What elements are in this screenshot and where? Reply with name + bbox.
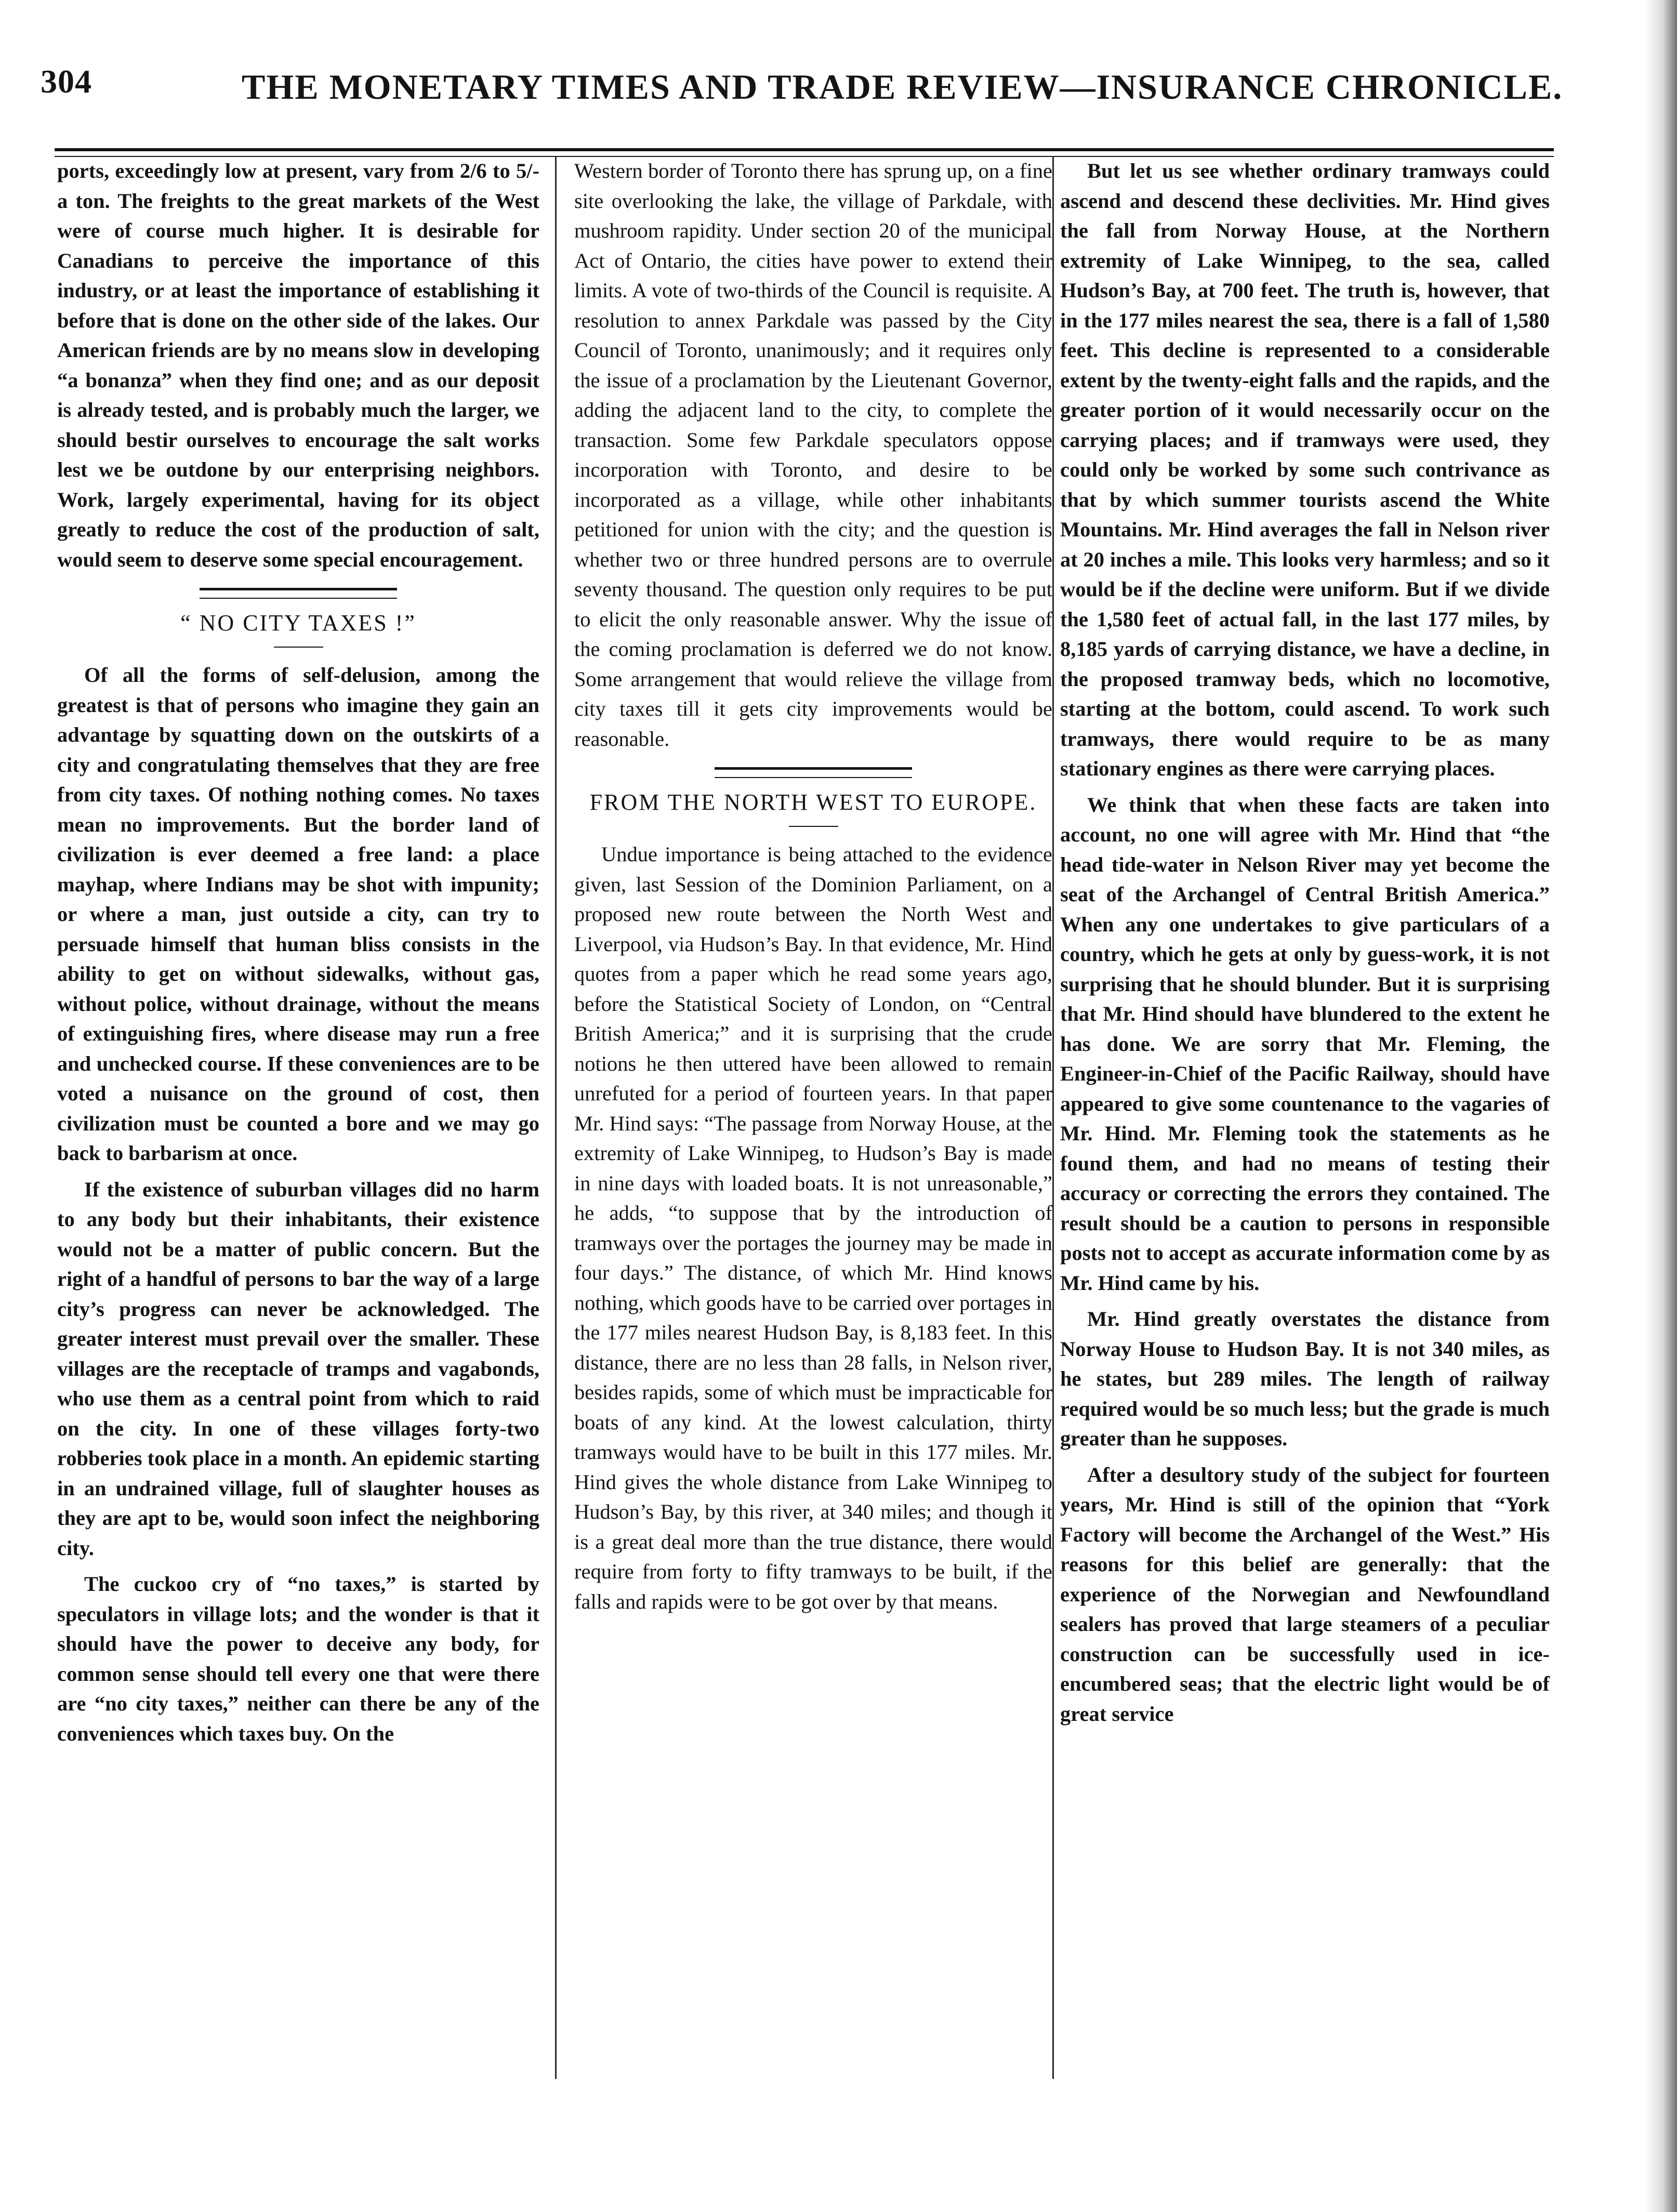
title-rule bbox=[789, 826, 838, 827]
salt-article-continuation: ports, exceedingly low at present, vary from 2/6 to 5/- a ton. The freights to the great markets of the West were of course much higher. It is desirable for Canadians to perceive the importance of this industry, or at least the importance of establishing it before that is done on the other side of the lakes. Our American friends are by no means slow in developing “a bonanza” when they find one; and as our deposit is already tested, and is probably much the larger, we should bestir ourselves to encourage the salt works lest we be outdone by our enterprising neighbors. Work, largely experimental, having for its object greatly to reduce the cost of the production of salt, would seem to deserve some special encouragement. bbox=[57, 159, 539, 571]
column-3 bbox=[1060, 156, 1550, 1729]
page-number: 304 bbox=[41, 63, 92, 100]
paragraph: If the existence of suburban villages did no harm to any body but their inhabitants, their existence would not be a matter of public concern. But the right of a handful of persons to bar the way of a large city’s progress can never be acknowledged. The greater interest must prevail over the smaller. These villages are the receptacle of tramps and vagabonds, who use them as a central point from which to raid on the city. In one of these villages forty-two robberies took place in a month. An epidemic starting in an undrained village, full of slaughter houses as they are apt to be, would soon infect the neighboring city. bbox=[57, 1177, 539, 1560]
paragraph: The cuckoo cry of “no taxes,” is started by speculators in village lots; and the wonder is that it should have the power to deceive any body, for common sense should tell every one that were there are “no city taxes,” neither can there be any of the conveniences which taxes buy. On the bbox=[57, 1572, 539, 1745]
paragraph: Of all the forms of self-delusion, among the greatest is that of persons who imagine they gain an advantage by squatting down on the outskirts of a city and congratulating themselves that they are free from city taxes. Of nothing nothing comes. No taxes mean no improvements. But the border land of civilization is ever deemed a free land: a place mayhap, where Indians may be shot with impunity; or where a man, just outside a city, can try to persuade himself that human bliss consists in the ability to get on without sidewalks, without gas, without police, without drainage, without the means of extinguishing fires, where disease may run a free and unchecked course. If these conveniences are to be voted a nuisance on the ground of cost, then civilization must be counted a bore and we may go back to barbarism at once. bbox=[57, 663, 539, 1165]
column-rule-1 bbox=[555, 156, 557, 2079]
article-divider bbox=[715, 767, 912, 778]
no-city-taxes-title: “ NO CITY TAXES !” bbox=[180, 610, 416, 636]
column-rule-2 bbox=[1052, 156, 1054, 2079]
paragraph: Mr. Hind greatly overstates the distance from Norway House to Hudson Bay. It is not 340 miles, as he states, but 289 miles. The length of railway required would be so much less; but the grade is much greater than he supposes. bbox=[1060, 1307, 1550, 1450]
title-rule bbox=[274, 647, 323, 648]
running-head: THE MONETARY TIMES AND TRADE REVIEW—INSURANCE CHRONICLE. bbox=[242, 67, 1563, 107]
page-edge-shadow bbox=[1646, 0, 1677, 2212]
column-2 bbox=[574, 156, 1052, 1616]
paragraph: But let us see whether ordinary tramways could ascend and descend these declivities. Mr. Hind gives the fall from Norway House, at the Northern extremity of Lake Winnipeg, to the sea, called Hudson’s Bay, at 700 feet. The truth is, however, that in the 177 miles nearest the sea, there is a fall of 1,580 feet. This decline is represented to a considerable extent by the twenty-eight falls and the rapids, and the greater portion of it would necessarily occur on the carrying places; and if tramways were used, they could only be worked by some such contrivance as that by which summer tourists ascend the White Mountains. Mr. Hind averages the fall in Nelson river at 20 inches a mile. This looks very harmless; and so it would be if the decline were uniform. But if we divide the 1,580 feet of actual fall, in the last 177 miles, by 8,185 yards of carrying distance, we have a decline, in the proposed tramway beds, which no locomotive, starting at the bottom, could ascend. To work such tramways, there would require to be as many stationary engines as there were carrying places. bbox=[1060, 159, 1550, 780]
north-west-title: FROM THE NORTH WEST TO EUROPE. bbox=[589, 789, 1037, 815]
header-rule-thick bbox=[55, 148, 1554, 151]
paragraph: Undue importance is being attached to the evidence given, last Session of the Dominion Parliament, on a proposed new route between the North West and Liverpool, via Hudson’s Bay. In that evidence, Mr. Hind quotes from a paper which he read some years ago, before the Statistical Society of London, on “Central British America;” and it is surprising that the crude notions he then uttered have been allowed to remain unrefuted for a period of fourteen years. In that paper Mr. Hind says: “The passage from Norway House, at the extremity of Lake Winnipeg, to Hudson’s Bay is made in nine days with loaded boats. It is not unreasonable,” he adds, “to suppose that by the introduction of tramways over the portages the journey may be made in four days.” The distance, of which Mr. Hind knows nothing, which goods have to be carried over portages in the 177 miles nearest Hudson Bay, is 8,183 feet. In this distance, there are no less than 28 falls, in Nelson river, besides rapids, some of which must be impracticable for boats of any kind. At the lowest calculation, thirty tramways would have to be built in this 177 miles. Mr. Hind gives the whole distance from Lake Winnipeg to Hudson’s Bay, by this river, at 340 miles; and though it is a great deal more than the true distance, there would require from forty to fifty tramways to be built, if the falls and rapids were to be got over by that means. bbox=[574, 842, 1052, 1613]
paragraph: After a desultory study of the subject for fourteen years, Mr. Hind is still of the opinion that “York Factory will become the Archangel of the West.” His reasons for this belief are generally: that the experience of the Norwegian and Newfoundland sealers has proved that large steamers of a peculiar construction can be successfully used in ice-encumbered seas; that the electric light would be of great service bbox=[1060, 1463, 1550, 1726]
no-city-taxes-continuation: Western border of Toronto there has sprung up, on a fine site overlooking the lake, the village of Parkdale, with mushroom rapidity. Under section 20 of the municipal Act of Ontario, the cities have power to extend their limits. A vote of two-thirds of the Council is requisite. A resolution to annex Parkdale was passed by the City Council of Toronto, unanimously; and it requires only the issue of a proclamation by the Lieutenant Governor, adding the adjacent land to the city, to complete the transaction. Some few Parkdale speculators oppose incorporation with Toronto, and desire to be incorporated as a village, while other inhabitants petitioned for union with the city; and the question is whether two or three hundred persons are to overrule seventy thousand. The question only requires to be put to elicit the only reasonable answer. Why the issue of the coming proclamation is deferred we do not know. Some arrangement that would relieve the village from city taxes till it gets city improvements would be reasonable. bbox=[574, 159, 1052, 750]
article-divider bbox=[200, 588, 397, 599]
column-1 bbox=[57, 156, 539, 1748]
paragraph: We think that when these facts are taken into account, no one will agree with Mr. Hind that “the head tide-water in Nelson River may yet become the seat of the Archangel of Central British America.” When any one undertakes to give particulars of a country, which he gets at only by guess-work, it is not surprising that he should blunder. But it is surprising that Mr. Hind should have blundered to the extent he has done. We are sorry that Mr. Fleming, the Engineer-in-Chief of the Pacific Railway, should have appeared to give some countenance to the vagaries of Mr. Hind. Mr. Fleming took the statements as he found them, and had no means of testing their accuracy or correcting the errors they contained. The result should be a caution to persons in responsible posts not to accept as accurate information come by as Mr. Hind came by his. bbox=[1060, 793, 1550, 1295]
